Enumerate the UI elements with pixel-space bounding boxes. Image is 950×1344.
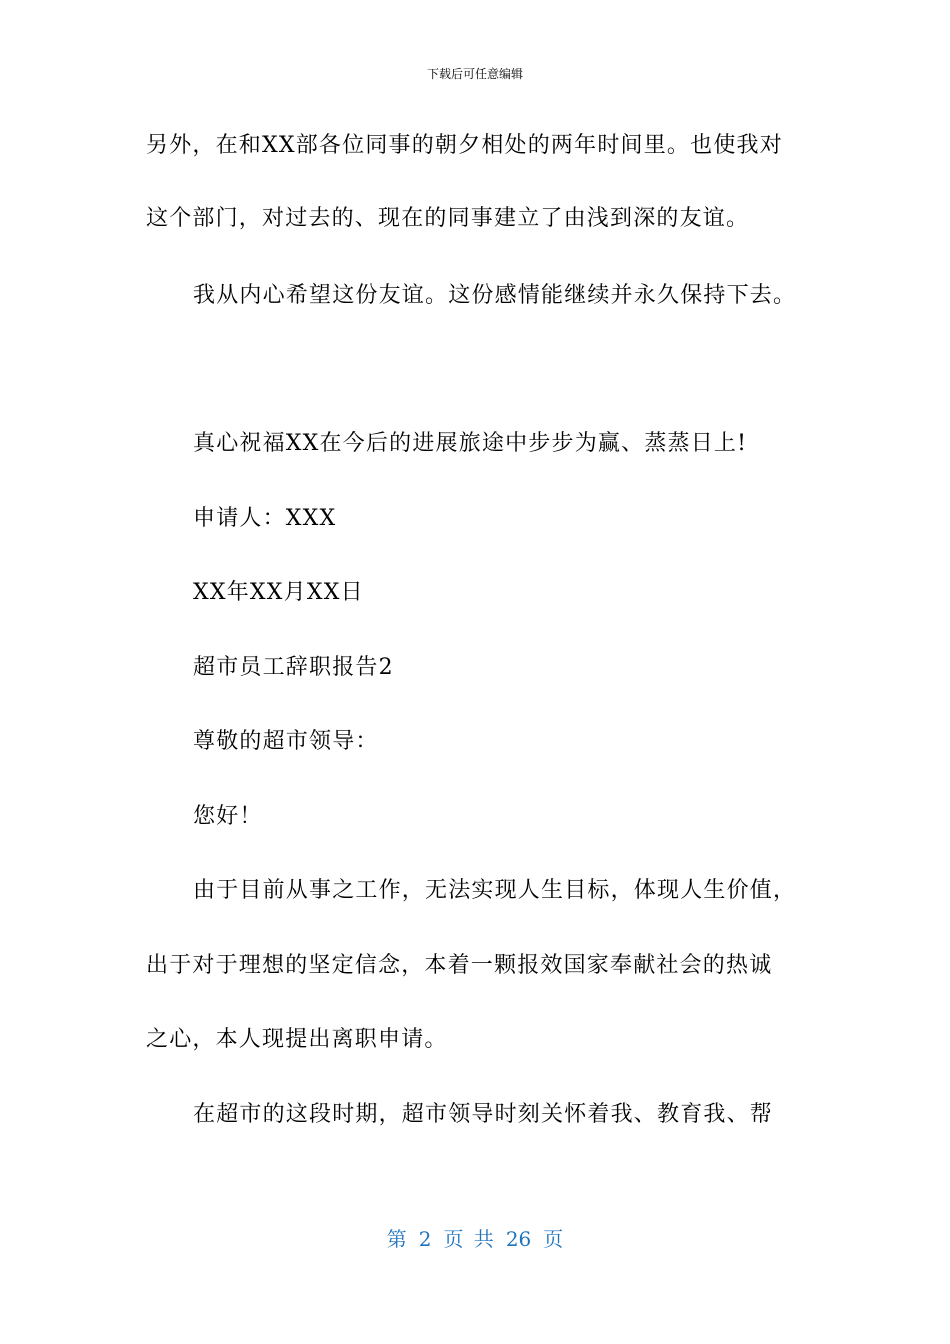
date-line: XX年XX月XX日 — [193, 580, 364, 605]
section-title: 超市员工辞职报告2 — [193, 655, 394, 680]
paragraph-line: 另外，在和XX部各位同事的朝夕相处的两年时间里。也使我对 — [146, 133, 783, 158]
paragraph-line: 我从内心希望这份友谊。这份感情能继续并永久保持下去。 — [193, 283, 797, 308]
paragraph-line: 这个部门，对过去的、现在的同事建立了由浅到深的友谊。 — [146, 206, 750, 231]
greeting: 您好！ — [193, 804, 263, 829]
paragraph-line: 出于对于理想的坚定信念，本着一颗报效国家奉献社会的热诚 — [146, 953, 773, 978]
paragraph-line: 之心，本人现提出离职申请。 — [146, 1027, 448, 1052]
current-page-number: 2 — [418, 1227, 432, 1251]
applicant-line: 申请人：XXX — [193, 506, 337, 531]
footer-suffix: 页 — [543, 1227, 564, 1251]
salutation: 尊敬的超市领导： — [193, 729, 379, 754]
page-footer — [0, 1226, 950, 1252]
page-header — [0, 66, 950, 82]
footer-prefix: 第 — [386, 1227, 407, 1251]
paragraph-line: 由于目前从事之工作，无法实现人生目标，体现人生价值， — [193, 878, 797, 903]
total-pages-number: 26 — [505, 1227, 532, 1251]
header-text: 下载后可任意编辑 — [426, 67, 523, 81]
footer-middle: 页 共 — [443, 1227, 494, 1251]
paragraph-line: 真心祝福XX在今后的进展旅途中步步为赢、蒸蒸日上! — [193, 431, 748, 456]
paragraph-line: 在超市的这段时期，超市领导时刻关怀着我、教育我、帮 — [193, 1102, 774, 1127]
